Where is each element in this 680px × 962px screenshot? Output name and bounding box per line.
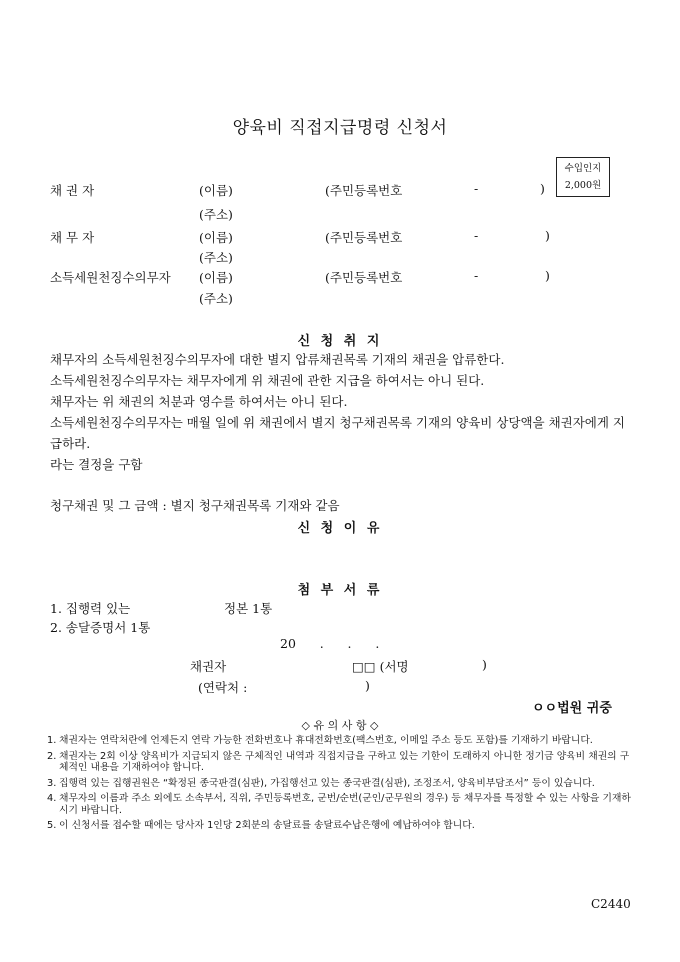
revenue-stamp-box xyxy=(556,157,610,197)
attachment-item-1-copy: 정본 1통 xyxy=(224,601,273,616)
signature-close: ) xyxy=(482,657,487,672)
date-line: 20 . . . xyxy=(280,636,380,651)
creditor-role-label: 채 권 자 xyxy=(50,183,95,198)
debtor-address-label: (주소) xyxy=(199,250,233,265)
debtor-rrn-close: ) xyxy=(545,228,550,243)
notice-item xyxy=(47,820,637,832)
withholder-rrn-label: (주민등록번호 xyxy=(325,270,403,285)
contact-close: ) xyxy=(365,678,370,693)
creditor-rrn-label: (주민등록번호 xyxy=(325,183,403,198)
notice-heading: ◇ 유 의 사 항 ◇ xyxy=(301,719,379,732)
creditor-address-label: (주소) xyxy=(199,207,233,222)
stamp-amount: 2,000원 xyxy=(564,180,602,191)
notice-item-number: 4. xyxy=(47,793,57,804)
signature-creditor-label: 채권자 xyxy=(190,659,227,674)
purpose-line: 라는 결정을 구함 xyxy=(50,457,143,472)
debtor-name-label: (이름) xyxy=(199,230,233,245)
notice-item-text: 채무자의 이름과 주소 외에도 소속부서, 직위, 주민등록번호, 군번/순번(군인/군무원의 경우) 등 채무자를 특정할 수 있는 사항을 기재하시기 바랍니다. xyxy=(59,793,631,816)
stamp-label: 수입인지 xyxy=(564,163,602,174)
withholder-role-label: 소득세원천징수의무자 xyxy=(50,270,171,285)
creditor-rrn-close: ) xyxy=(540,181,545,196)
reason-heading: 신 청 이 유 xyxy=(297,521,383,536)
withholder-rrn-close: ) xyxy=(545,268,550,283)
purpose-line: 소득세원천징수의무자는 채무자에게 위 채권에 관한 지급을 하여서는 아니 된다. xyxy=(50,373,485,388)
purpose-heading: 신 청 취 지 xyxy=(297,334,383,349)
notice-item-number: 3. xyxy=(47,777,57,789)
debtor-rrn-label: (주민등록번호 xyxy=(325,230,403,245)
withholder-address-label: (주소) xyxy=(199,291,233,306)
notice-item-text: 채권자는 2회 이상 양육비가 지급되지 않은 구체적인 내역과 직접지급을 구하고 있는 기한이 도래하지 아니한 정기금 양육비 채권의 구체적인 내용을 기재하여야 합니다. xyxy=(59,750,630,773)
notice-item-text: 채권자는 연락처란에 언제든지 연락 가능한 전화번호나 휴대전화번호(팩스번호, 이메일 주소 등도 포함)를 기재하기 바랍니다. xyxy=(59,735,593,746)
notice-item xyxy=(47,793,637,816)
notice-item-number: 2. xyxy=(47,750,57,762)
purpose-line: 채무자의 소득세원천징수의무자에 대한 별지 압류채권목록 기재의 채권을 압류한다. xyxy=(50,352,505,367)
notice-item xyxy=(47,778,637,790)
withholder-rrn-dash: - xyxy=(474,268,479,283)
withholder-name-label: (이름) xyxy=(199,270,233,285)
notice-item xyxy=(47,735,637,747)
debtor-role-label: 채 무 자 xyxy=(50,230,95,245)
debtor-rrn-dash: - xyxy=(474,228,479,243)
claim-amount-line: 청구채권 및 그 금액 : 별지 청구채권목록 기재와 같음 xyxy=(50,498,340,513)
purpose-body xyxy=(50,349,635,475)
notice-item-number: 1. xyxy=(47,735,57,746)
notice-item-number: 5. xyxy=(47,820,57,831)
document-title: 양육비 직접지급명령 신청서 xyxy=(232,118,448,138)
notice-item-text: 이 신청서를 접수할 때에는 당사자 1인당 2회분의 송달료를 송달료수납은행에 예납하여야 합니다. xyxy=(59,820,475,831)
contact-label: (연락처 : xyxy=(198,680,248,695)
purpose-line: 채무자는 위 채권의 처분과 영수를 하여서는 아니 된다. xyxy=(50,394,348,409)
notice-item xyxy=(47,751,637,774)
form-code: C2440 xyxy=(591,897,631,911)
signature-seal: □□ (서명 xyxy=(352,659,409,674)
attachment-item-1: 1. 집행력 있는 xyxy=(50,601,131,616)
attachment-item-2: 2. 송달증명서 1통 xyxy=(50,620,151,635)
notice-list xyxy=(47,735,637,832)
court-addressee: ㅇㅇ법원 귀중 xyxy=(532,701,612,716)
creditor-rrn-dash: - xyxy=(474,181,479,196)
attachments-heading: 첨 부 서 류 xyxy=(297,583,383,598)
creditor-name-label: (이름) xyxy=(199,183,233,198)
notice-item-text: 집행력 있는 집행권원은 “확정된 종국판결(심판), 가집행선고 있는 종국판결(심판), 조정조서, 양육비부담조서” 등이 있습니다. xyxy=(59,777,595,789)
purpose-line: 소득세원천징수의무자는 매월 일에 위 채권에서 별지 청구채권목록 기재의 양육비 상당액을 채권자에게 지급하라. xyxy=(50,415,626,451)
